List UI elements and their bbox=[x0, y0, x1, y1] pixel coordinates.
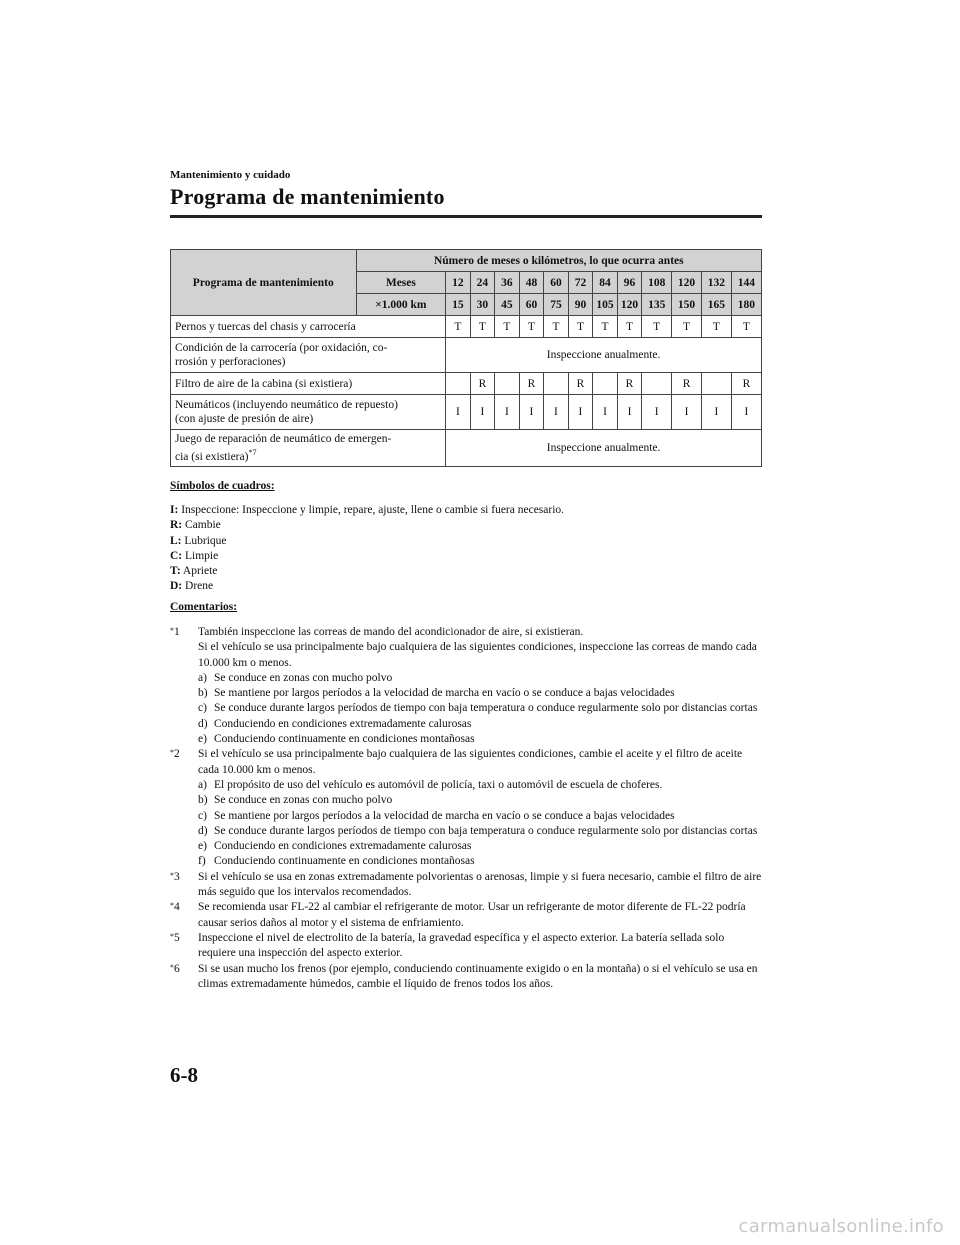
month-cell: 132 bbox=[701, 272, 731, 294]
comment-text: Se recomienda usar FL-22 al cambiar el refrigerante de motor. Usar un refrigerante de motor diferente de FL-22 podría causar serios daños al motor y el sistema de enfriamiento. bbox=[198, 901, 746, 929]
km-cell: 15 bbox=[446, 294, 471, 316]
symbol-key: D: bbox=[170, 580, 183, 593]
comment-text: Si el vehículo se usa principalmente bajo cualquiera de las siguientes condiciones, inspeccione las correas de mando cada 10.000 km o menos. bbox=[198, 641, 757, 669]
symbol-key: I: bbox=[170, 504, 179, 516]
comment-note bbox=[170, 625, 762, 747]
comment-subitem bbox=[198, 686, 762, 701]
schedule-cell: T bbox=[701, 316, 731, 338]
footnote-star: * bbox=[170, 901, 174, 911]
km-cell: 150 bbox=[672, 294, 702, 316]
schedule-cell: I bbox=[617, 395, 642, 430]
comment-number: 5 bbox=[174, 931, 180, 944]
month-cell: 12 bbox=[446, 272, 471, 294]
month-cell: 24 bbox=[470, 272, 495, 294]
symbol-text: Drene bbox=[185, 580, 214, 593]
subitem-text: Conduciendo continuamente en condiciones montañosas bbox=[214, 855, 475, 868]
comment-subitem bbox=[198, 701, 762, 716]
subitem-letter: e) bbox=[198, 840, 207, 853]
annual-inspection-note: Inspeccione anualmente. bbox=[446, 338, 762, 373]
subitem-letter: f) bbox=[198, 855, 206, 868]
schedule-cell: T bbox=[642, 316, 672, 338]
maintenance-schedule-table bbox=[170, 249, 762, 467]
schedule-cell: R bbox=[731, 373, 761, 395]
month-cell: 144 bbox=[731, 272, 761, 294]
schedule-cell: I bbox=[470, 395, 495, 430]
symbol-item bbox=[170, 549, 564, 564]
comment-text: Si el vehículo se usa principalmente bajo cualquiera de las siguientes condiciones, cambie el aceite y el filtro de aceite cada 10.000 km o menos. bbox=[198, 748, 743, 776]
table-row bbox=[171, 338, 762, 373]
comment-number: 3 bbox=[174, 870, 180, 883]
km-cell: 75 bbox=[544, 294, 569, 316]
months-label: Meses bbox=[356, 272, 446, 294]
table-corner-label: Programa de mantenimiento bbox=[171, 250, 357, 316]
month-cell: 72 bbox=[568, 272, 593, 294]
schedule-cell: T bbox=[568, 316, 593, 338]
month-cell: 60 bbox=[544, 272, 569, 294]
schedule-cell: T bbox=[495, 316, 520, 338]
schedule-cell: T bbox=[672, 316, 702, 338]
comment-subitem bbox=[198, 778, 762, 793]
row-item-line: (con ajuste de presión de aire) bbox=[175, 413, 314, 425]
symbol-key: C: bbox=[170, 549, 183, 562]
symbol-item bbox=[170, 579, 564, 594]
schedule-cell: I bbox=[544, 395, 569, 430]
subitem-letter: d) bbox=[198, 717, 208, 730]
month-cell: 120 bbox=[672, 272, 702, 294]
comment-subitem bbox=[198, 824, 762, 839]
schedule-cell: R bbox=[672, 373, 702, 395]
month-cell: 108 bbox=[642, 272, 672, 294]
comment-text: Si se usan mucho los frenos (por ejemplo, conduciendo continuamente exigido o en la montaña) o si el vehículo se usa en climas extremadamente húmedos, cambie el líquido de frenos todos los años. bbox=[198, 962, 758, 990]
schedule-cell: R bbox=[617, 373, 642, 395]
watermark: carmanualsonline.info bbox=[738, 1216, 944, 1237]
section-label: Mantenimiento y cuidado bbox=[170, 169, 291, 181]
comment-note bbox=[170, 931, 762, 962]
comment-note bbox=[170, 870, 762, 901]
subitem-text: Se mantiene por largos períodos a la velocidad de marcha en vacío o se conduce a bajas velocidades bbox=[214, 687, 675, 700]
comment-note bbox=[170, 962, 762, 993]
month-cell: 84 bbox=[593, 272, 618, 294]
month-cell: 36 bbox=[495, 272, 520, 294]
comment-number: 6 bbox=[174, 962, 180, 975]
subitem-letter: e) bbox=[198, 733, 207, 746]
km-cell: 135 bbox=[642, 294, 672, 316]
comment-subitem bbox=[198, 839, 762, 854]
comment-note bbox=[170, 900, 762, 931]
page-title: Programa de mantenimiento bbox=[170, 184, 445, 209]
schedule-cell: R bbox=[519, 373, 544, 395]
symbols-heading: Símbolos de cuadros: bbox=[170, 480, 275, 492]
subitem-letter: b) bbox=[198, 687, 208, 700]
schedule-cell bbox=[495, 373, 520, 395]
symbol-text: Lubrique bbox=[184, 534, 227, 547]
comment-marker bbox=[170, 625, 180, 640]
km-cell: 120 bbox=[617, 294, 642, 316]
row-item-line: Neumáticos (incluyendo neumático de repuesto) bbox=[175, 399, 398, 411]
table-group-header: Número de meses o kilómetros, lo que ocurra antes bbox=[356, 250, 761, 272]
comment-marker bbox=[170, 870, 180, 885]
row-item-text: cia (si existiera) bbox=[175, 450, 249, 463]
comment-subitem bbox=[198, 854, 762, 869]
row-item-line: Condición de la carrocería (por oxidación, co- bbox=[175, 342, 388, 354]
km-cell: 30 bbox=[470, 294, 495, 316]
row-item-line: Juego de reparación de neumático de emergen- bbox=[175, 433, 392, 445]
schedule-cell: I bbox=[446, 395, 471, 430]
footnote-star: * bbox=[170, 748, 174, 758]
footnote-star: * bbox=[170, 931, 174, 941]
schedule-cell: I bbox=[593, 395, 618, 430]
row-item-line: rrosión y perforaciones) bbox=[175, 356, 286, 368]
table-row bbox=[171, 395, 762, 430]
annual-inspection-note: Inspeccione anualmente. bbox=[446, 430, 762, 467]
footnote-star: * bbox=[170, 870, 174, 880]
row-item-label bbox=[171, 395, 446, 430]
page-number: 6-8 bbox=[170, 1063, 198, 1087]
comment-text: También inspeccione las correas de mando del acondicionador de aire, si existieran. bbox=[198, 626, 584, 638]
comment-marker bbox=[170, 747, 180, 762]
symbol-item bbox=[170, 534, 564, 549]
schedule-cell: T bbox=[544, 316, 569, 338]
table-row bbox=[171, 373, 762, 395]
comment-subitem bbox=[198, 809, 762, 824]
km-cell: 105 bbox=[593, 294, 618, 316]
comment-subitem bbox=[198, 717, 762, 732]
km-cell: 90 bbox=[568, 294, 593, 316]
schedule-cell: I bbox=[701, 395, 731, 430]
subitem-text: Conduciendo continuamente en condiciones montañosas bbox=[214, 733, 475, 746]
subitem-text: Conduciendo en condiciones extremadamente calurosas bbox=[214, 840, 472, 853]
comment-subitem bbox=[198, 671, 762, 686]
subitem-text: El propósito de uso del vehículo es automóvil de policía, taxi o automóvil de escuela de choferes. bbox=[214, 778, 663, 791]
schedule-cell: T bbox=[593, 316, 618, 338]
month-cell: 96 bbox=[617, 272, 642, 294]
title-rule bbox=[170, 215, 762, 218]
subitem-text: Se conduce durante largos períodos de tiempo con baja temperatura o conduce regularmente solo por distancias cortas bbox=[214, 824, 758, 837]
schedule-cell: I bbox=[642, 395, 672, 430]
comment-number: 2 bbox=[174, 748, 180, 761]
symbol-text: Inspeccione: Inspeccione y limpie, repare, ajuste, llene o cambie si fuera necesario. bbox=[181, 504, 565, 516]
km-cell: 165 bbox=[701, 294, 731, 316]
symbols-list bbox=[170, 503, 564, 595]
table-row bbox=[171, 316, 762, 338]
symbol-text: Limpie bbox=[185, 549, 219, 562]
table-header-row bbox=[171, 250, 762, 272]
schedule-cell: T bbox=[470, 316, 495, 338]
comment-marker bbox=[170, 900, 180, 915]
comments-list bbox=[170, 625, 762, 992]
schedule-cell bbox=[446, 373, 471, 395]
subitem-letter: d) bbox=[198, 824, 208, 837]
footnote-ref: *7 bbox=[248, 448, 257, 457]
schedule-cell: I bbox=[568, 395, 593, 430]
subitem-letter: c) bbox=[198, 702, 207, 715]
subitem-letter: a) bbox=[198, 778, 207, 791]
schedule-cell: R bbox=[568, 373, 593, 395]
schedule-cell: T bbox=[446, 316, 471, 338]
footnote-star: * bbox=[170, 962, 174, 972]
schedule-cell: I bbox=[731, 395, 761, 430]
comment-marker bbox=[170, 962, 180, 977]
footnote-star: * bbox=[170, 626, 174, 635]
schedule-cell: I bbox=[495, 395, 520, 430]
subitem-text: Se conduce en zonas con mucho polvo bbox=[214, 794, 393, 807]
subitem-text: Se conduce durante largos períodos de tiempo con baja temperatura o conduce regularmente solo por distancias cortas bbox=[214, 702, 758, 715]
symbol-item bbox=[170, 503, 564, 518]
symbol-key: T: bbox=[170, 565, 181, 578]
comment-text: Si el vehículo se usa en zonas extremadamente polvorientas o arenosas, limpie y si fuera necesario, cambie el filtro de aire más seguido que los intervalos recomendados. bbox=[198, 870, 762, 899]
schedule-cell bbox=[701, 373, 731, 395]
comment-number: 1 bbox=[174, 626, 180, 638]
km-cell: 180 bbox=[731, 294, 761, 316]
km-cell: 45 bbox=[495, 294, 520, 316]
schedule-cell: T bbox=[519, 316, 544, 338]
subitem-letter: c) bbox=[198, 809, 207, 822]
table-row bbox=[171, 430, 762, 467]
month-cell: 48 bbox=[519, 272, 544, 294]
schedule-cell: R bbox=[470, 373, 495, 395]
symbol-text: Apriete bbox=[182, 565, 218, 578]
comment-marker bbox=[170, 931, 180, 946]
row-item-label bbox=[171, 338, 446, 373]
subitem-text: Se conduce en zonas con mucho polvo bbox=[214, 671, 393, 684]
comment-subitem bbox=[198, 732, 762, 747]
row-item-label bbox=[171, 430, 446, 467]
comments-heading: Comentarios: bbox=[170, 601, 238, 613]
symbol-key: R: bbox=[170, 519, 183, 532]
comment-note bbox=[170, 747, 762, 869]
comment-text: Inspeccione el nivel de electrolito de la batería, la gravedad específica y el aspecto exterior. La batería sellada solo requiere una inspección del aspecto exterior. bbox=[198, 931, 725, 960]
row-item-line bbox=[175, 446, 441, 464]
schedule-cell: I bbox=[672, 395, 702, 430]
comment-subitem bbox=[198, 793, 762, 808]
row-item-label: Filtro de aire de la cabina (si existiera) bbox=[171, 373, 446, 395]
subitem-letter: a) bbox=[198, 671, 207, 684]
symbol-text: Cambie bbox=[185, 519, 221, 532]
subitem-letter: b) bbox=[198, 794, 208, 807]
km-cell: 60 bbox=[519, 294, 544, 316]
schedule-cell: I bbox=[519, 395, 544, 430]
schedule-cell bbox=[593, 373, 618, 395]
comment-number: 4 bbox=[174, 901, 180, 914]
schedule-cell: T bbox=[731, 316, 761, 338]
schedule-cell: T bbox=[617, 316, 642, 338]
symbol-item bbox=[170, 518, 564, 533]
subitem-text: Se mantiene por largos períodos a la velocidad de marcha en vacío o se conduce a bajas velocidades bbox=[214, 809, 675, 822]
row-item-label: Pernos y tuercas del chasis y carrocería bbox=[171, 316, 446, 338]
schedule-cell bbox=[642, 373, 672, 395]
symbol-item bbox=[170, 564, 564, 579]
schedule-cell bbox=[544, 373, 569, 395]
subitem-text: Conduciendo en condiciones extremadamente calurosas bbox=[214, 717, 472, 730]
km-label: ×1.000 km bbox=[356, 294, 446, 316]
symbol-key: L: bbox=[170, 534, 182, 547]
